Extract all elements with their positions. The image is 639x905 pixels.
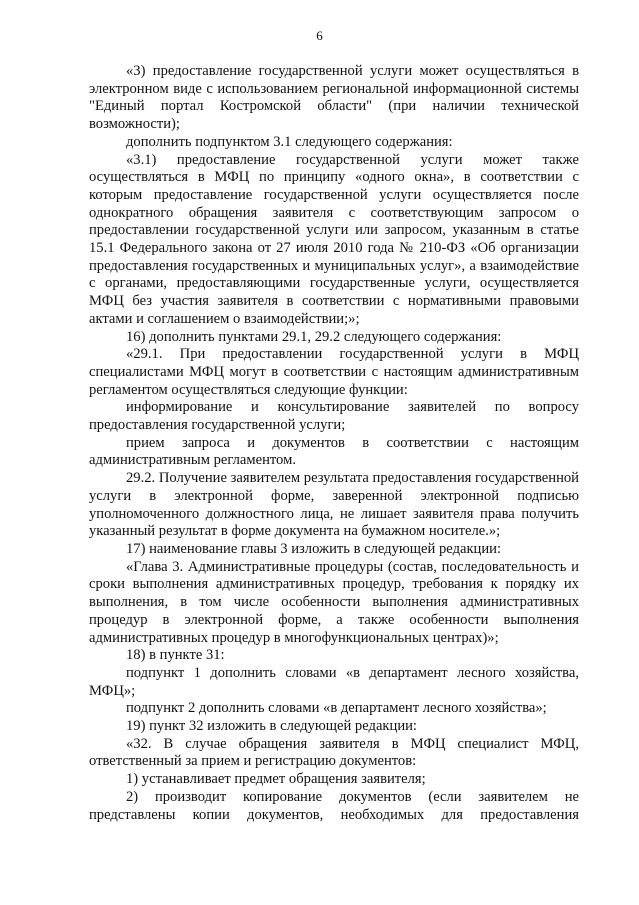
paragraph: «32. В случае обращения заявителя в МФЦ специалист МФЦ, ответственный за прием и регистрацию документов:: [89, 735, 579, 770]
paragraph: прием запроса и документов в соответствии с настоящим административным регламентом.: [89, 434, 579, 469]
paragraph: 19) пункт 32 изложить в следующей редакции:: [126, 718, 417, 735]
paragraph: подпункт 2 дополнить словами «в департамент лесного хозяйства»;: [126, 700, 547, 717]
document-body: [89, 63, 579, 824]
paragraph: «Глава 3. Административные процедуры (состав, последовательность и сроки выполнения административных процедур, требования к порядку их выполнения, в том числе особенности выполнения административных процедур в электронной форме, а также особенности выполнения административных процедур в многофункциональных центрах)»;: [89, 558, 579, 646]
paragraph: 16) дополнить пунктами 29.1, 29.2 следующего содержания:: [126, 328, 502, 345]
paragraph: дополнить подпунктом 3.1 следующего содержания:: [126, 133, 453, 150]
page-number: 6: [316, 28, 323, 43]
paragraph: «3.1) предоставление государственной услуги может также осуществляться в МФЦ по принципу «одного окна», в соответствии с которым предоставление государственной услуги осуществляется после однократного обращения заявителя с соответствующим запросом о предоставлении государственной услуги или запросом, указанным в статье 15.1 Федерального закона от 27 июля 2010 года № 210-ФЗ «Об организации предоставления государственных и муниципальных услуг», а взаимодействие с органами, предоставляющими государственные услуги, осуществляется МФЦ без участия заявителя в соответствии с нормативными правовыми актами и соглашением о взаимодействии;»;: [89, 151, 579, 327]
paragraph: 17) наименование главы 3 изложить в следующей редакции:: [126, 540, 502, 557]
paragraph: информирование и консультирование заявителей по вопросу предоставления государственной услуги;: [89, 399, 579, 434]
paragraph: подпункт 1 дополнить словами «в департамент лесного хозяйства, МФЦ»;: [89, 664, 579, 699]
paragraph: 29.2. Получение заявителем результата предоставления государственной услуги в электронной форме, заверенной электронной подписью уполномоченного должностного лица, не лишает заявителя права получить указанный результат в форме документа на бумажном носителе.»;: [89, 470, 579, 540]
paragraph: 2) производит копирование документов (если заявителем не представлены копии документов, необходимых для предоставления: [89, 788, 579, 823]
paragraph: «3) предоставление государственной услуги может осуществляться в электронном виде с использованием региональной информационной системы "Единый портал Костромской области" (при наличии технической возможности);: [89, 63, 579, 133]
paragraph: 1) устанавливает предмет обращения заявителя;: [126, 771, 426, 788]
paragraph: 18) в пункте 31:: [126, 647, 225, 664]
paragraph: «29.1. При предоставлении государственной услуги в МФЦ специалистами МФЦ могут в соответствии с настоящим административным регламентом осуществляться следующие функции:: [89, 346, 579, 398]
